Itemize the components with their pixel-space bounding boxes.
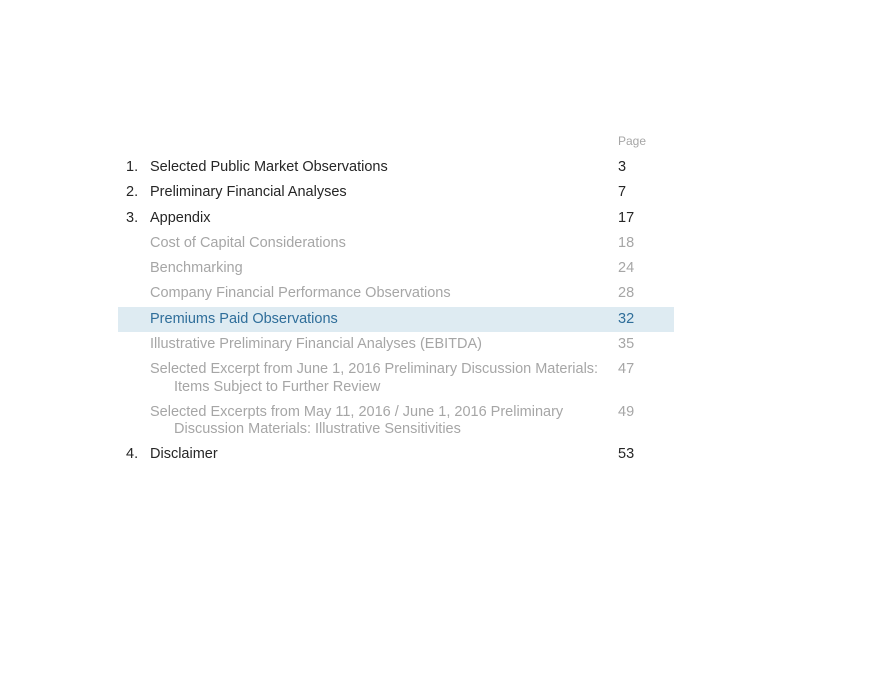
toc-subitem-label-line1: Selected Excerpt from June 1, 2016 Preliminary Discussion Materials:: [150, 361, 599, 378]
toc-subitem-label: Benchmarking: [150, 260, 243, 277]
toc-item-selected-public-market-observations[interactable]: [118, 155, 674, 180]
toc-subitem-cost-of-capital[interactable]: [118, 231, 674, 256]
toc-item-label: Disclaimer: [150, 446, 218, 463]
toc-item-number: 1.: [126, 159, 139, 175]
toc-subitem-label-line2: Items Subject to Further Review: [174, 378, 381, 395]
toc-item-number: 4.: [126, 446, 139, 463]
toc-subitem-label: Company Financial Performance Observations: [150, 285, 451, 302]
toc-item-label: Selected Public Market Observations: [150, 159, 388, 175]
toc-rows: [118, 155, 674, 468]
toc-subitem-company-financial-performance[interactable]: [118, 281, 674, 306]
toc-subitem-page: 49: [618, 403, 635, 420]
page-column-header: Page: [618, 134, 647, 148]
toc-subitem-page: 32: [618, 310, 635, 327]
toc-item-page: 3: [618, 159, 627, 175]
toc-subitem-page: 47: [618, 361, 635, 378]
toc-item-number: 3.: [126, 209, 139, 226]
toc-item-appendix[interactable]: [118, 206, 674, 231]
toc-subitem-label-line1: Selected Excerpts from May 11, 2016 / June 1, 2016 Preliminary: [150, 403, 564, 420]
toc-item-number: 2.: [126, 184, 139, 201]
toc-item-label: Preliminary Financial Analyses: [150, 184, 347, 201]
toc-item-disclaimer[interactable]: [118, 442, 674, 467]
toc-subitem-benchmarking[interactable]: [118, 256, 674, 281]
toc-subitem-page: 18: [618, 234, 635, 251]
toc-item-page: 17: [618, 209, 635, 226]
toc-subitem-label: Premiums Paid Observations: [150, 310, 338, 327]
toc-subitem-label: Illustrative Preliminary Financial Analyses (EBITDA): [150, 336, 482, 353]
toc-subitem-june-excerpt[interactable]: [118, 357, 674, 400]
toc-subitem-page: 35: [618, 336, 635, 353]
toc-item-label: Appendix: [150, 209, 211, 226]
toc-item-page: 53: [618, 446, 635, 463]
toc-subitem-label: Cost of Capital Considerations: [150, 234, 346, 251]
toc-item-preliminary-financial-analyses[interactable]: [118, 180, 674, 205]
toc-subitem-may-june-excerpts[interactable]: [118, 400, 674, 443]
toc-subitem-label-line2: Discussion Materials: Illustrative Sensitivities: [174, 421, 461, 438]
toc-subitem-label: [150, 404, 610, 439]
toc-subitem-illustrative-ebitda[interactable]: [118, 332, 674, 357]
toc-subitem-page: 28: [618, 285, 635, 302]
toc-subitem-label: [150, 361, 610, 396]
toc-item-page: 7: [618, 184, 627, 201]
toc-subitem-page: 24: [618, 260, 635, 277]
toc-subitem-premiums-paid-active[interactable]: [118, 307, 674, 332]
